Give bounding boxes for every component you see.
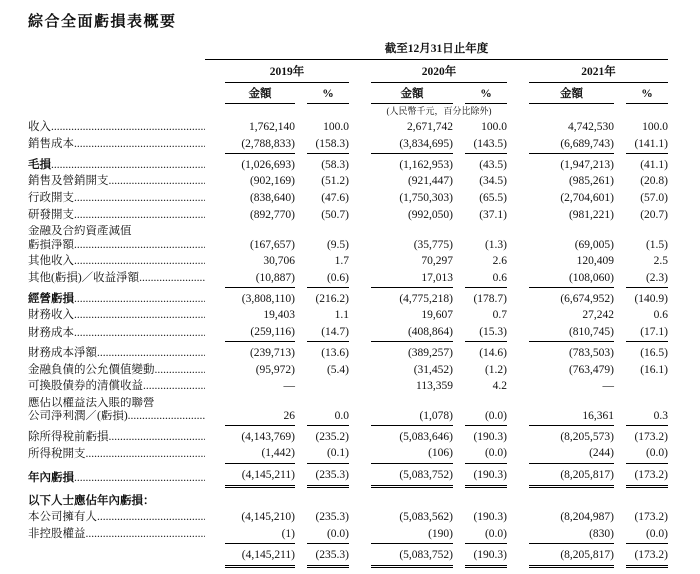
table-row [28,191,668,208]
period-header: 截至12月31日止年度 [205,41,668,60]
table-row [28,543,668,567]
percent-cell: (0.0) [484,527,507,540]
percent-cell: (190.3) [473,511,507,524]
percent-cell: (190.3) [465,543,507,567]
unit-note: (人民幣千元，百分比除外) [386,106,492,117]
income-statement-table [28,41,668,568]
page-title: 綜合全面虧損表概要 [28,14,177,30]
amount-cell: (1,162,953) [371,153,453,174]
row-label: 銷售及營銷開支 ..... [28,174,205,191]
table-row [28,510,668,527]
amount-cell: (8,204,987) [560,511,614,524]
percent-cell: (0.0) [484,447,507,460]
table-row [28,174,668,191]
row-label: 毛損 ..... [28,153,205,174]
percent-cell: 0.0 [334,409,349,422]
amount-cell: 26 [283,409,295,422]
amount-cell: (6,689,743) [560,137,614,150]
percent-cell: (57.0) [640,192,668,205]
table-row [28,379,668,396]
table-row [28,425,668,446]
row-label: 金融及合約資產減值 虧損淨額 ..... [28,224,205,254]
percent-cell: 0.7 [492,309,507,322]
percent-cell: (16.1) [640,363,668,376]
row-label: 財務成本淨額 ..... [28,342,205,363]
table-row [28,120,668,137]
percent-cell: (58.3) [307,153,349,174]
percent-cell: (173.2) [626,463,668,487]
amount-cell: 4,742,530 [568,121,614,134]
amount-cell: (69,005) [574,238,614,251]
percent-cell: (140.9) [626,287,668,308]
percent-cell: (1.3) [484,238,507,251]
amount-cell: (838,640) [249,192,295,205]
amount-cell [529,487,614,510]
amount-cell: (985,261) [568,175,614,188]
table-row [28,224,668,254]
percent-cell: (34.5) [479,175,507,188]
amount-cell: — [283,380,295,393]
amount-cell: (244) [589,447,614,460]
percent-cell: (178.7) [465,287,507,308]
percent-cell: (0.6) [326,271,349,284]
amount-cell: 1,762,140 [249,121,295,134]
percent-cell: (173.2) [626,543,668,567]
row-label: 財務收入 ..... [28,308,205,325]
amount-cell: (2,788,833) [241,137,295,150]
amount-cell: (4,145,210) [241,511,295,524]
amount-cell: (3,834,695) [399,137,453,150]
amount-cell: (35,775) [413,238,453,251]
row-label: 金融負債的公允價值變動 ..... [28,362,205,379]
percent-cell: (14.6) [465,342,507,363]
table-row [28,463,668,487]
amount-cell: (5,083,562) [399,511,453,524]
percent-cell: (43.5) [465,153,507,174]
percent-cell: (216.2) [307,287,349,308]
percent-cell: (20.8) [640,175,668,188]
percent-cell: (47.6) [321,192,349,205]
percent-cell: (173.2) [634,511,668,524]
amount-header: 金額 [371,82,453,104]
row-label: 應佔以權益法入賬的聯營 公司淨利潤／(虧損) ..... [28,395,205,425]
amount-cell: 19,403 [263,309,295,322]
amount-cell: (8,205,817) [529,543,614,567]
amount-cell: (8,205,817) [529,463,614,487]
year-header-2021: 2021年 [529,60,668,83]
table-row [28,342,668,363]
amount-cell: (1,750,303) [399,192,453,205]
amount-cell: (921,447) [407,175,453,188]
amount-cell: (4,145,211) [225,543,295,567]
amount-cell: 19,607 [421,309,453,322]
table-row [28,254,668,271]
amount-cell: (408,864) [407,326,453,339]
percent-cell [307,487,349,510]
percent-cell: 1.7 [334,255,349,268]
table-row [28,395,668,425]
amount-cell: (108,060) [568,271,614,284]
table-row [28,308,668,325]
amount-cell: (4,775,218) [371,287,453,308]
percent-cell: (41.1) [626,153,668,174]
row-label: 可換股債券的清償收益 ..... [28,379,205,396]
percent-cell: (0.0) [484,409,507,422]
year-header-2019: 2019年 [225,60,349,83]
amount-cell: (1,078) [419,409,453,422]
amount-cell: (1,947,213) [529,153,614,174]
percent-cell: (50.7) [321,208,349,221]
amount-cell: 16,361 [582,409,614,422]
percent-cell: (20.7) [640,208,668,221]
amount-cell: (981,221) [568,208,614,221]
percent-cell: (13.6) [307,342,349,363]
amount-cell: (95,972) [255,363,295,376]
percent-cell: (143.5) [473,137,507,150]
percent-cell: (2.3) [645,271,668,284]
amount-cell: (5,083,646) [371,425,453,446]
table-row [28,287,668,308]
percent-cell: (14.7) [321,326,349,339]
row-label: 其他收入 ..... [28,254,205,271]
table-row [28,270,668,287]
row-label: 財務成本 ..... [28,325,205,342]
table-row [28,325,668,342]
percent-cell: (158.3) [315,137,349,150]
percent-cell [465,487,507,510]
row-label: 除所得稅前虧損 ..... [28,425,205,446]
percent-cell: (235.3) [315,511,349,524]
percent-cell: 0.6 [492,271,507,284]
row-label: 年內虧損 ..... [28,463,205,487]
row-label [28,543,205,567]
amount-cell: 70,297 [421,255,453,268]
percent-header: % [465,82,507,104]
percent-cell: 0.3 [653,409,668,422]
table-row [28,362,668,379]
percent-cell [307,379,349,396]
percent-cell: 4.2 [492,380,507,393]
amount-cell: 120,409 [576,255,614,268]
percent-cell: 100.0 [323,121,349,134]
amount-cell: (1,026,693) [225,153,295,174]
amount-cell: (783,503) [529,342,614,363]
amount-cell: (810,745) [568,326,614,339]
amount-cell: (892,770) [249,208,295,221]
row-label: 行政開支 ..... [28,191,205,208]
percent-header: % [307,82,349,104]
amount-cell [225,487,295,510]
row-label: 經營虧損 ..... [28,287,205,308]
row-label: 研發開支 ..... [28,207,205,224]
amount-cell: (106) [428,447,453,460]
percent-cell: (17.1) [640,326,668,339]
amount-cell: (167,657) [249,238,295,251]
amount-cell: (2,704,601) [560,192,614,205]
amount-cell: (763,479) [568,363,614,376]
table-row [28,526,668,543]
percent-cell: (1.2) [484,363,507,376]
percent-cell: 100.0 [642,121,668,134]
percent-cell: (0.0) [645,527,668,540]
percent-cell: (37.1) [479,208,507,221]
percent-cell: 100.0 [481,121,507,134]
table-row [28,487,668,510]
row-label: 收入 ..... [28,120,205,137]
percent-cell: (190.3) [465,463,507,487]
percent-cell: 2.5 [653,255,668,268]
percent-cell: (9.5) [326,238,349,251]
percent-cell: 1.1 [334,309,349,322]
table-row [28,136,668,153]
amount-header: 金額 [529,82,614,104]
percent-cell: (141.1) [634,137,668,150]
amount-cell: (31,452) [413,363,453,376]
percent-cell: (16.5) [626,342,668,363]
row-label: 所得稅開支 ..... [28,446,205,463]
table-row [28,207,668,224]
amount-cell [371,487,453,510]
row-label: 銷售成本 ..... [28,136,205,153]
amount-cell: (5,083,752) [371,463,453,487]
percent-cell: (0.0) [645,447,668,460]
amount-cell: (239,713) [225,342,295,363]
amount-cell: 17,013 [421,271,453,284]
percent-cell: (235.3) [307,543,349,567]
amount-cell: (1) [281,527,295,540]
row-label: 非控股權益 ..... [28,526,205,543]
percent-cell [626,379,668,396]
amount-cell: (190) [428,527,453,540]
amount-cell: (8,205,573) [529,425,614,446]
amount-cell: (830) [589,527,614,540]
amount-cell: (902,169) [249,175,295,188]
year-header-2020: 2020年 [371,60,507,83]
percent-cell: (51.2) [321,175,349,188]
amount-cell: 113,359 [416,380,453,393]
amount-cell: (5,083,752) [371,543,453,567]
percent-cell: 2.6 [492,255,507,268]
amount-cell: (10,887) [255,271,295,284]
amount-header: 金額 [225,82,295,104]
amount-cell: (1,442) [261,447,295,460]
row-label: 其他(虧損)／收益淨額 ..... [28,270,205,287]
percent-cell: 0.6 [653,309,668,322]
amount-cell: (259,116) [250,326,295,339]
percent-header: % [626,82,668,104]
amount-cell: (3,808,110) [225,287,295,308]
amount-cell: (6,674,952) [529,287,614,308]
amount-cell: 27,242 [582,309,614,322]
amount-cell: (992,050) [407,208,453,221]
row-label: 本公司擁有人 ..... [28,510,205,527]
row-label: 以下人士應佔年內虧損： [28,494,155,507]
table-row [28,153,668,174]
percent-cell: (0.0) [326,527,349,540]
percent-cell: (15.3) [479,326,507,339]
amount-cell: — [602,380,614,393]
percent-cell: (65.5) [479,192,507,205]
amount-cell: 30,706 [263,255,295,268]
table-body [28,120,668,567]
percent-cell: (5.4) [326,363,349,376]
percent-cell: (190.3) [465,425,507,446]
amount-cell: (4,145,211) [225,463,295,487]
percent-cell: (235.3) [307,463,349,487]
amount-cell: 2,671,742 [407,121,453,134]
amount-cell: (389,257) [371,342,453,363]
percent-cell: (0.1) [326,447,349,460]
percent-cell [626,487,668,510]
percent-cell: (235.2) [307,425,349,446]
percent-cell: (173.2) [626,425,668,446]
percent-cell: (1.5) [645,238,668,251]
table-row [28,446,668,463]
amount-cell: (4,143,769) [225,425,295,446]
